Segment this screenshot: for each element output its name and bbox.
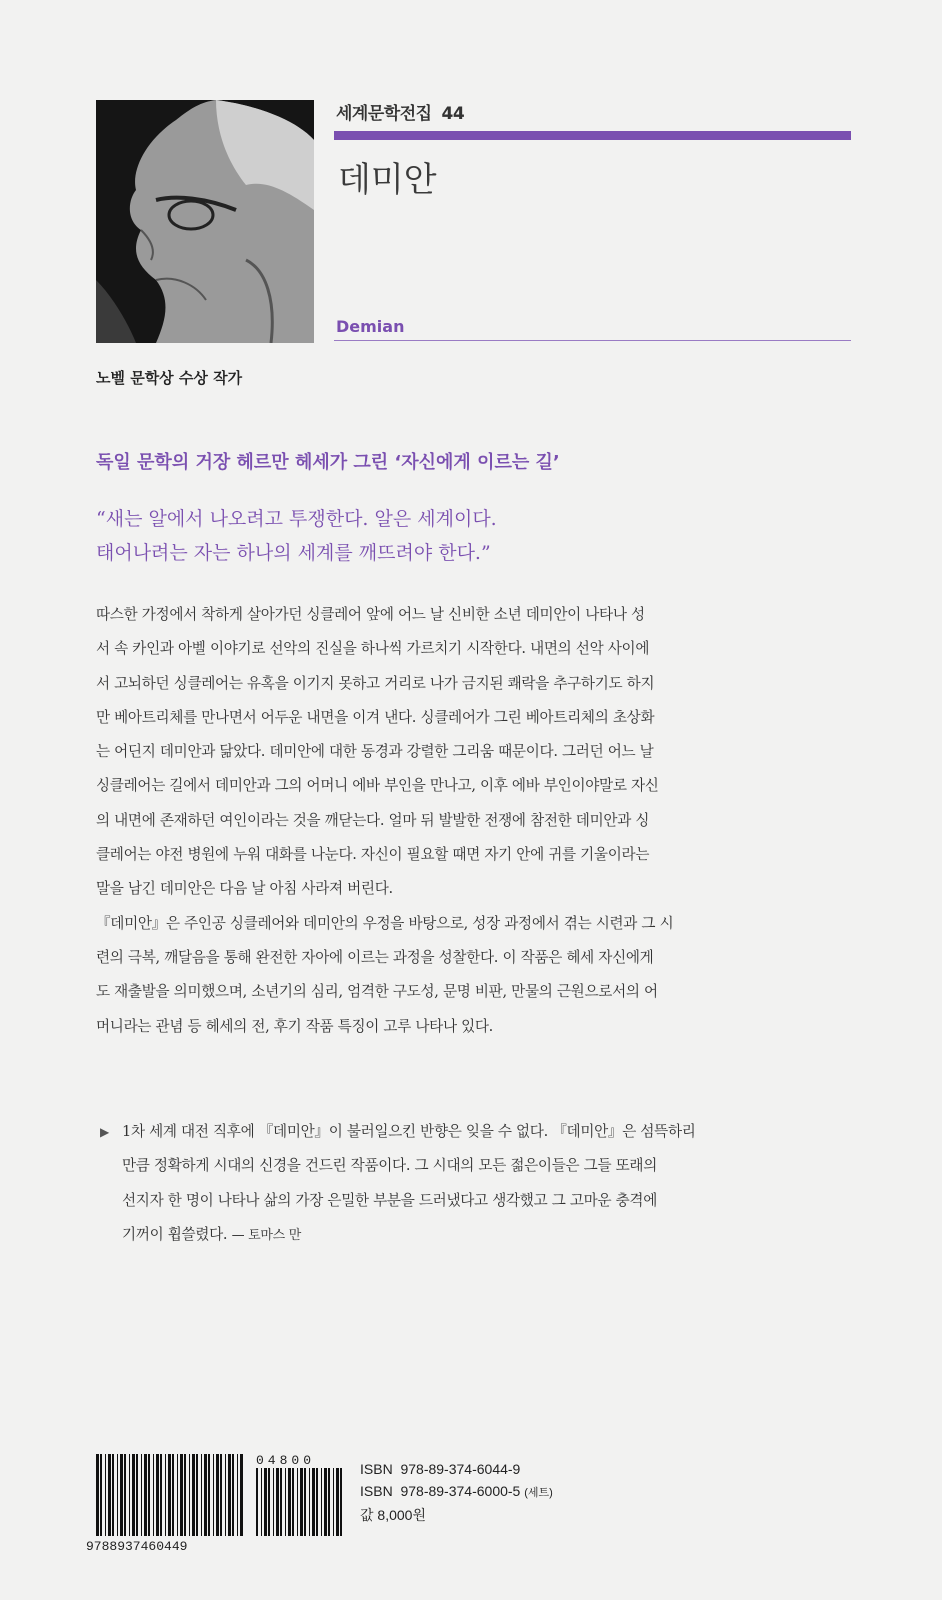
barcode	[86, 1454, 344, 1554]
synopsis-line: 클레어는 야전 병원에 누워 대화를 나눈다. 자신이 필요할 때면 자기 안에 귀를 기울이라는	[96, 846, 650, 864]
barcode-bar	[336, 1468, 339, 1536]
barcode-bar	[276, 1468, 279, 1536]
barcode-bar	[153, 1454, 154, 1536]
isbn-line	[360, 1458, 553, 1480]
synopsis	[96, 598, 848, 1044]
barcode-bar	[312, 1468, 315, 1536]
barcode-bar	[213, 1454, 214, 1536]
barcode-bar	[309, 1468, 310, 1536]
barcode-bar	[280, 1468, 282, 1536]
series-label	[336, 99, 464, 124]
synopsis-line: 『데미안』은 주인공 싱클레어와 데미안의 우정을 바탕으로, 성장 과정에서 겪는 시련과 그 시	[96, 914, 674, 932]
barcode-addon-bars	[256, 1468, 342, 1536]
barcode-bar	[232, 1454, 234, 1536]
barcode-bar	[268, 1468, 270, 1536]
barcode-bar	[237, 1454, 238, 1536]
barcode-bar	[324, 1468, 327, 1536]
barcode-bar	[136, 1454, 138, 1536]
barcode-bar	[120, 1454, 123, 1536]
barcode-bar	[321, 1468, 322, 1536]
synopsis-line: 련의 극복, 깨달음을 통해 완전한 자아에 이르는 과정을 성찰한다. 이 작품은 헤세 자신에게	[96, 948, 654, 966]
barcode-bar	[177, 1454, 178, 1536]
barcode-bar	[340, 1468, 342, 1536]
isbn-block	[360, 1458, 553, 1526]
barcode-bar	[204, 1454, 207, 1536]
synopsis-line: 머니라는 관념 등 헤세의 전, 후기 작품 특징이 고루 나타나 있다.	[96, 1017, 494, 1035]
barcode-bar	[304, 1468, 306, 1536]
barcode-bar	[117, 1454, 118, 1536]
barcode-bar	[132, 1454, 135, 1536]
barcode-bar	[333, 1468, 334, 1536]
barcode-bar	[172, 1454, 174, 1536]
review-line: 기꺼이 휩쓸렸다.	[122, 1225, 232, 1243]
barcode-bars	[96, 1454, 243, 1536]
barcode-bar	[184, 1454, 186, 1536]
isbn-number: 978-89-374-6044-9	[400, 1461, 521, 1477]
barcode-bar	[160, 1454, 162, 1536]
original-title: Demian	[336, 317, 405, 336]
author-note: 노벨 문학상 수상 작가	[96, 369, 243, 387]
barcode-bar	[124, 1454, 126, 1536]
synopsis-line: 도 재출발을 의미했으며, 소년기의 심리, 엄격한 구도성, 문명 비판, 만물의 근원으로서의 어	[96, 983, 658, 1001]
synopsis-line: 는 어딘지 데미안과 닮았다. 데미안에 대한 동경과 강렬한 그리움 때문이다. 그러던 어느 날	[96, 743, 654, 761]
triangle-bullet-icon: ▶	[100, 1125, 109, 1139]
barcode-bar	[148, 1454, 150, 1536]
isbn-set-label: (세트)	[524, 1487, 553, 1499]
quote-line: “새는 알에서 나오려고 투쟁한다. 알은 세계이다.	[96, 508, 497, 530]
synopsis-line: 서 고뇌하던 싱클레어는 유혹을 이기지 못하고 거리로 나가 금지된 쾌락을 추구하기도 하지	[96, 674, 655, 692]
isbn-label: ISBN	[360, 1461, 393, 1477]
barcode-digits: 9788937460449	[86, 1539, 188, 1554]
pull-quote	[96, 502, 856, 570]
isbn-label: ISBN	[360, 1483, 393, 1499]
barcode-bar	[300, 1468, 303, 1536]
barcode-bar	[225, 1454, 226, 1536]
barcode-bar	[316, 1468, 318, 1536]
series-name: 세계문학전집	[336, 104, 432, 124]
barcode-bar	[261, 1468, 262, 1536]
review-source: — 토마스 만	[231, 1227, 302, 1243]
barcode-bar	[328, 1468, 330, 1536]
barcode-bar	[105, 1454, 106, 1536]
review-line: 1차 세계 대전 직후에 『데미안』이 불러일으킨 반향은 잊을 수 없다. 『데미안』은 섬뜩하리	[122, 1123, 696, 1140]
tagline: 독일 문학의 거장 헤르만 헤세가 그린 ‘자신에게 이르는 길’	[96, 452, 560, 473]
barcode-bar	[208, 1454, 210, 1536]
barcode-bar	[297, 1468, 298, 1536]
barcode-bar	[256, 1468, 258, 1536]
barcode-bar	[240, 1454, 243, 1536]
barcode-bar	[96, 1454, 99, 1536]
barcode-bar	[192, 1454, 195, 1536]
barcode-bar	[264, 1468, 267, 1536]
synopsis-line: 싱클레어는 길에서 데미안과 그의 어머니 에바 부인을 만나고, 이후 에바 부인이야말로 자신	[96, 777, 659, 795]
barcode-bar	[228, 1454, 231, 1536]
book-title: 데미안	[338, 160, 437, 200]
accent-bar	[334, 131, 851, 140]
quote-line: 태어나려는 자는 하나의 세계를 깨뜨려야 한다.”	[96, 542, 491, 564]
barcode-bar	[216, 1454, 219, 1536]
barcode-bar	[196, 1454, 198, 1536]
isbn-set-line	[360, 1480, 553, 1504]
synopsis-line: 서 속 카인과 아벨 이야기로 선악의 진실을 하나씩 가르치기 시작한다. 내면의 선악 사이에	[96, 640, 650, 658]
synopsis-line: 만 베아트리체를 만나면서 어두운 내면을 이겨 낸다. 싱클레어가 그린 베아트리체의 초상화	[96, 708, 655, 726]
barcode-bar	[189, 1454, 190, 1536]
barcode-bar	[108, 1454, 111, 1536]
barcode-bar	[273, 1468, 274, 1536]
barcode-bar	[129, 1454, 130, 1536]
isbn-set-number: 978-89-374-6000-5	[400, 1483, 521, 1499]
barcode-bar	[201, 1454, 202, 1536]
divider-line	[334, 340, 851, 341]
barcode-bar	[144, 1454, 147, 1536]
barcode-bar	[112, 1454, 114, 1536]
review-line: 만큼 정확하게 시대의 신경을 건드린 작품이다. 그 시대의 모든 젊은이들은 그들 또래의	[122, 1157, 657, 1175]
barcode-bar	[156, 1454, 159, 1536]
author-portrait	[96, 100, 314, 343]
price: 값 8,000원	[360, 1507, 426, 1523]
barcode-bar	[292, 1468, 294, 1536]
review-quote	[100, 1115, 852, 1253]
barcode-bar	[220, 1454, 222, 1536]
barcode-bar	[168, 1454, 171, 1536]
synopsis-line: 따스한 가정에서 착하게 살아가던 싱클레어 앞에 어느 날 신비한 소년 데미안이 나타나 성	[96, 606, 645, 623]
series-number: 44	[441, 104, 465, 124]
barcode-bar	[165, 1454, 166, 1536]
barcode-bar	[100, 1454, 102, 1536]
barcode-addon-digits: 04800	[256, 1454, 316, 1468]
synopsis-line: 의 내면에 존재하던 여인이라는 것을 깨닫는다. 얼마 뒤 발발한 전쟁에 참전한 데미안과 싱	[96, 811, 650, 829]
barcode-bar	[141, 1454, 142, 1536]
barcode-bar	[288, 1468, 291, 1536]
review-line: 선지자 한 명이 나타나 삶의 가장 은밀한 부분을 드러냈다고 생각했고 그 고마운 충격에	[122, 1191, 657, 1209]
barcode-bar	[285, 1468, 286, 1536]
review-line-last	[100, 1218, 852, 1253]
synopsis-line: 말을 남긴 데미안은 다음 날 아침 사라져 버린다.	[96, 880, 393, 898]
barcode-bar	[180, 1454, 183, 1536]
